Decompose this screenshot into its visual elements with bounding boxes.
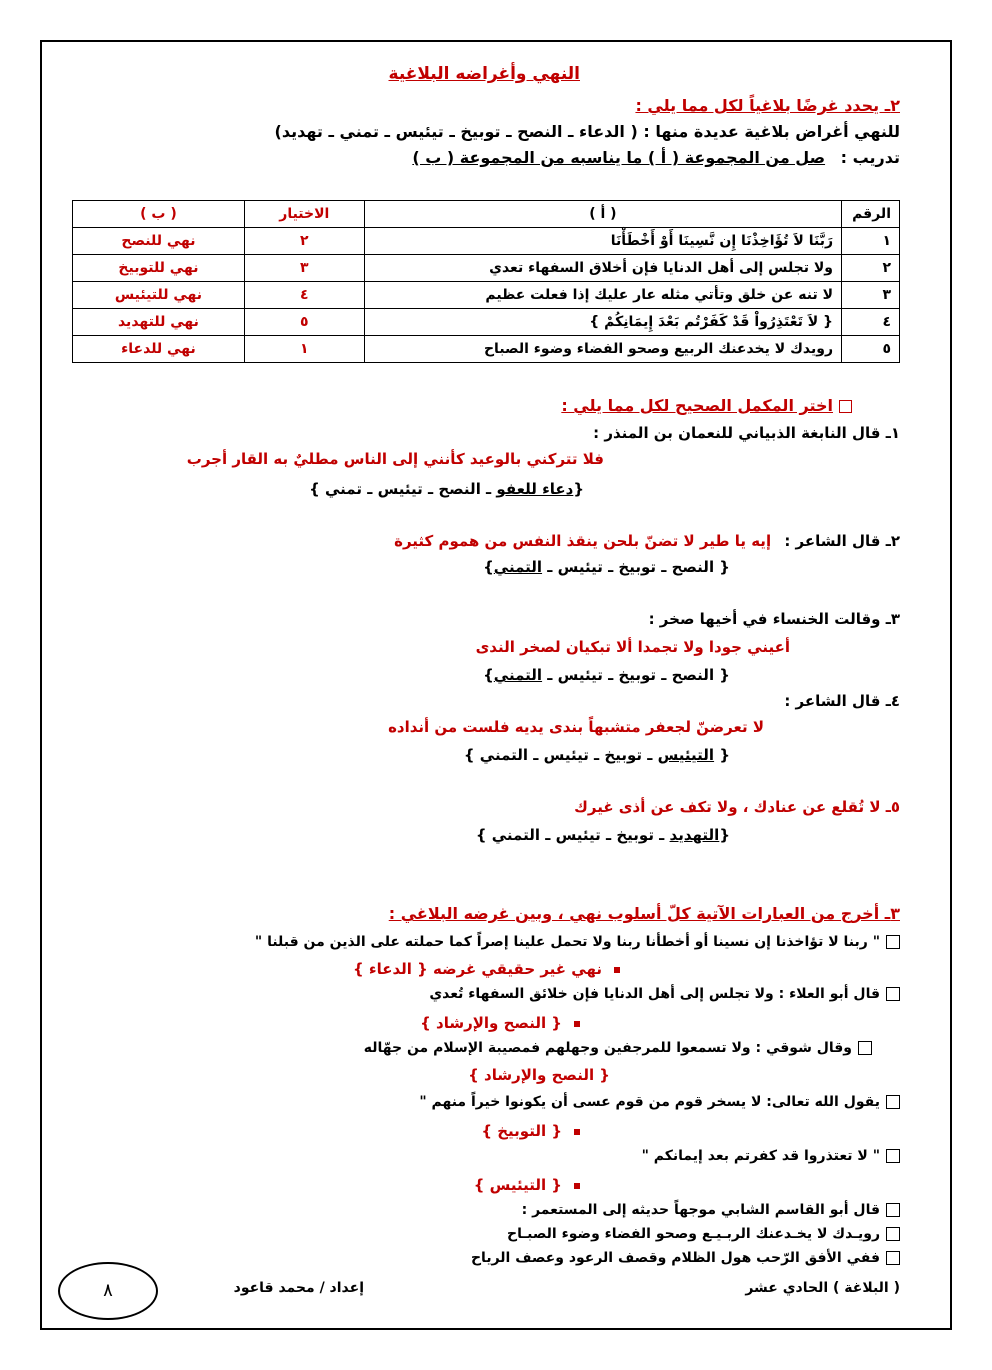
- checkbox-icon: [886, 987, 900, 1001]
- row-choice: ١: [244, 336, 364, 363]
- answer-item: { التوبيخ }: [481, 1122, 580, 1140]
- row-num: ١: [842, 228, 900, 255]
- header-b: ( ب ): [73, 201, 245, 228]
- q2-intro: ٢ـ قال الشاعر :: [784, 532, 900, 550]
- q4-intro: ٤ـ قال الشاعر :: [784, 692, 900, 710]
- list-item: " لا تعتذروا قد كفرتم بعد إيمانكم ": [642, 1148, 900, 1164]
- section2-intro: للنهي أغراض بلاغية عديدة منها : ( الدعاء ـ النصح ـ توبيخ ـ تيئيس ـ تمني ـ تهديد): [274, 122, 900, 141]
- section3-heading: ٣ـ أخرج من العبارات الآتية كلّ أسلوب نهي ، وبين غرضه البلاغي :: [388, 904, 900, 923]
- row-choice: ٣: [244, 255, 364, 282]
- answer-item: { النصح والإرشاد }: [420, 1014, 580, 1032]
- list-item: قال أبو القاسم الشابي موجهاً حديثه إلى المستعمر :: [522, 1202, 900, 1218]
- checkbox-icon: [858, 1041, 872, 1055]
- row-a: رويدك لا يخدعنك الربيع وصحو الفضاء وضوء الصباح: [364, 336, 841, 363]
- row-b: نهي للنصح: [73, 228, 245, 255]
- row-choice: ٥: [244, 309, 364, 336]
- checkbox-icon: [886, 1095, 900, 1109]
- header-num: الرقم: [842, 201, 900, 228]
- checkbox-icon: [886, 1203, 900, 1217]
- list-item: يقول الله تعالى: لا يسخر قوم من قوم عسى أن يكونوا خيراً منهم ": [419, 1094, 900, 1110]
- q2-line: [394, 532, 900, 550]
- row-a: { لاَ تَعْتَذِرُواْ قَدْ كَفَرْتُم بَعْدَ إِيمَانِكُمْ }: [364, 309, 841, 336]
- q4-answer: التيئيس: [657, 746, 715, 764]
- row-num: ٥: [842, 336, 900, 363]
- list-item: " ربنا لا تؤاخذنا إن نسينا أو أخطأنا ربنا ولا تحمل علينا إصراً كما حملته على الذين من قبلنا ": [255, 934, 900, 950]
- row-num: ٢: [842, 255, 900, 282]
- row-choice: ٢: [244, 228, 364, 255]
- list-item: رويـدك لا يخـدعنك الربـيـع وصحو الفضاء وضوء الصبـاح: [507, 1226, 900, 1242]
- section2-heading: ٢ـ يحدد غرضًا بلاغياً لكل مما يلي :: [635, 96, 900, 115]
- bullet-icon: [574, 1129, 580, 1135]
- list-item: قال أبو العلاء : ولا تجلس إلى أهل الدنايا فإن خلائق السفهاء تُعدي: [429, 986, 900, 1002]
- choose-heading: اختر المكمل الصحيح لكل مما يلي :: [561, 396, 852, 415]
- row-a: لا تنه عن خلق وتأتي مثله عار عليك إذا فعلت عظيم: [364, 282, 841, 309]
- list-item: وقال شوقي : ولا تسمعوا للمرجفين وجهلهم فمصيبة الإسلام من جهّاله: [364, 1040, 872, 1056]
- checkbox-icon: [839, 400, 852, 413]
- row-a: ولا تجلس إلى أهل الدنايا فإن أخلاق السفهاء تعدي: [364, 255, 841, 282]
- training-label: تدريب :: [840, 148, 900, 167]
- q3-options: { النصح ـ توبيخ ـ تيئيس ـ التمني}: [483, 666, 730, 684]
- table-row: [73, 228, 900, 255]
- q1-answer: دعاء للعفو: [496, 480, 574, 498]
- row-b: نهي للتيئيس: [73, 282, 245, 309]
- checkbox-icon: [886, 935, 900, 949]
- row-num: ٤: [842, 309, 900, 336]
- row-choice: ٤: [244, 282, 364, 309]
- training-text: صل من المجموعة ( أ ) ما يناسبه من المجموعة ( ب ): [412, 148, 826, 167]
- q2-verse: إيه يا طير لا تضنّ بلحن ينقذ النفس من هموم كثيرة: [394, 532, 772, 550]
- table-row: [73, 309, 900, 336]
- header-a: ( أ ): [364, 201, 841, 228]
- checkbox-icon: [886, 1227, 900, 1241]
- table-header-row: [73, 201, 900, 228]
- row-b: نهي للتوبيخ: [73, 255, 245, 282]
- q1-verse: فلا تتركني بالوعيد كأنني إلى الناس مطليٌ به القار أجرب: [186, 450, 604, 468]
- page-number: ٨: [58, 1262, 158, 1320]
- page-title: النهي وأغراضه البلاغية: [388, 64, 580, 84]
- q3-verse: أعيني جودا ولا تجمدا ألا تبكيان لصخر الندى: [475, 638, 790, 656]
- answer-item: نهي غير حقيقي غرضه { الدعاء }: [353, 960, 620, 978]
- header-choice: الاختيار: [244, 201, 364, 228]
- answer-item: { النصح والإرشاد }: [468, 1066, 610, 1084]
- footer-subject: ( البلاغة ) الحادي عشر: [745, 1280, 900, 1296]
- q5-intro: ٥ـ لا تُقلع عن عنادك ، ولا تكف عن أذى غيرك: [574, 798, 900, 816]
- answer-item: { التيئيس }: [474, 1176, 580, 1194]
- table-row: [73, 255, 900, 282]
- table-row: [73, 282, 900, 309]
- q2-answer: التمني: [493, 558, 543, 576]
- row-num: ٣: [842, 282, 900, 309]
- matching-table: [72, 200, 900, 363]
- q2-options: { النصح ـ توبيخ ـ تيئيس ـ التمني}: [483, 558, 730, 576]
- q4-options: { التيئيس ـ توبيخ ـ تيئيس ـ التمني }: [463, 746, 730, 764]
- bullet-icon: [574, 1183, 580, 1189]
- checkbox-icon: [886, 1251, 900, 1265]
- bullet-icon: [614, 967, 620, 973]
- checkbox-icon: [886, 1149, 900, 1163]
- footer-author: إعداد / محمد قاعود: [233, 1280, 364, 1296]
- q3-intro: ٣ـ وقالت الخنساء في أخيها صخر :: [648, 610, 900, 628]
- list-item: ففي الأفق الرّحب هول الظلام وقصف الرعود وعصف الرياح: [471, 1250, 900, 1266]
- q1-options: {دعاء للعفو ـ النصح ـ تيئيس ـ تمني }: [309, 480, 584, 498]
- table-row: [73, 336, 900, 363]
- q3-answer: التمني: [493, 666, 543, 684]
- bullet-icon: [574, 1021, 580, 1027]
- row-b: نهي للتهديد: [73, 309, 245, 336]
- q5-answer: التهديد: [669, 826, 720, 844]
- row-a: رَبَّنَا لاَ تُؤَاخِذْنَا إِن نَّسِينَا أَوْ أَخْطَأْنَا: [364, 228, 841, 255]
- q5-options: {التهديد ـ توبيخ ـ تيئيس ـ التمني }: [475, 826, 730, 844]
- q4-verse: لا تعرضنّ لجعفر متشبهاً بندى يديه فلست من أنداده: [388, 718, 764, 736]
- q1-intro: ١ـ قال النابغة الذبياني للنعمان بن المنذر :: [593, 424, 900, 442]
- training-line: [412, 148, 900, 167]
- row-b: نهي للدعاء: [73, 336, 245, 363]
